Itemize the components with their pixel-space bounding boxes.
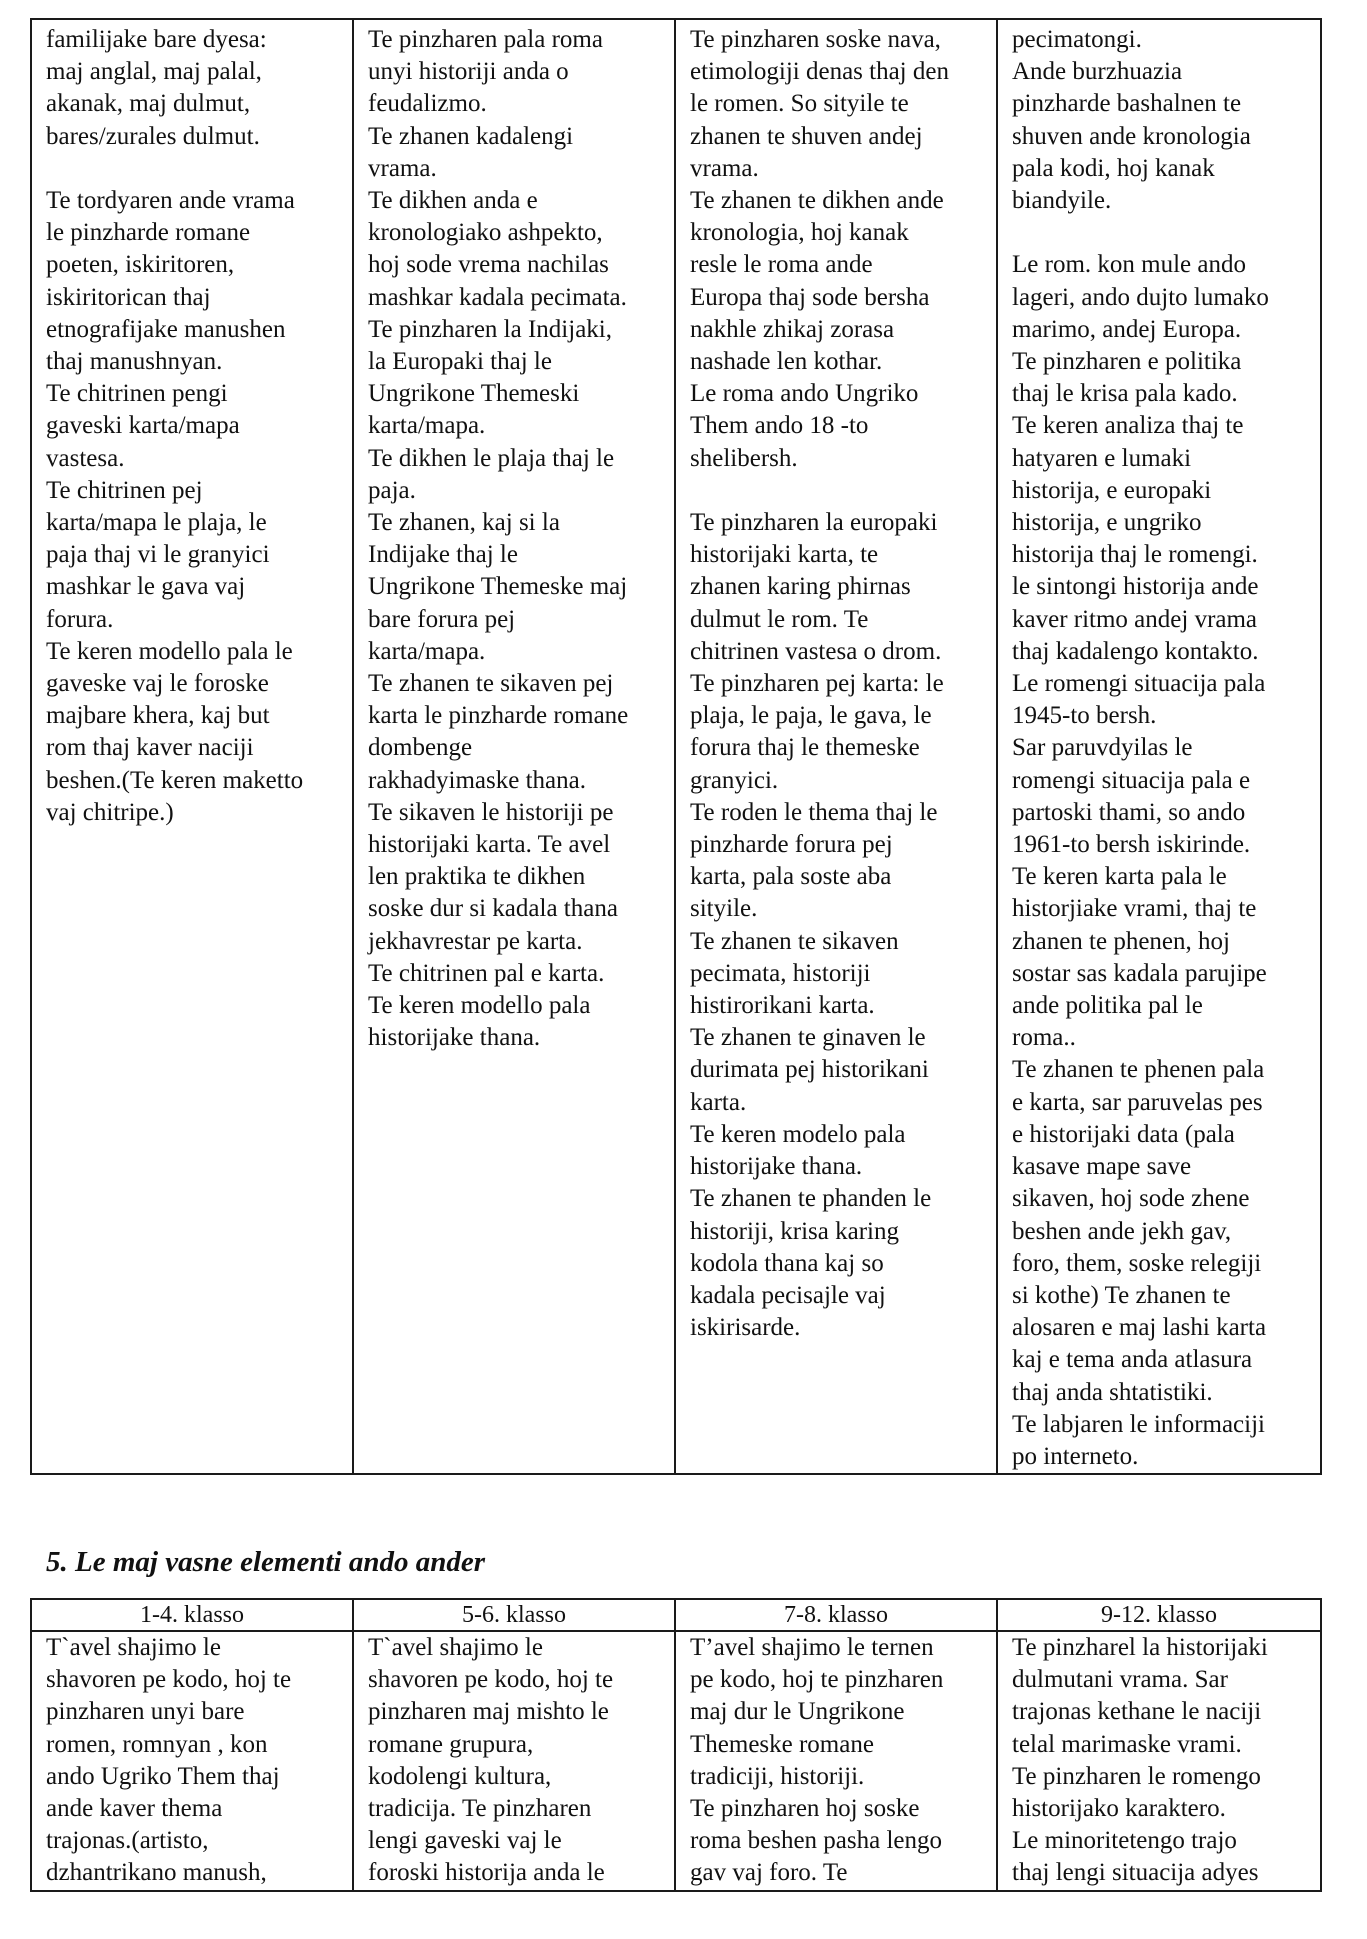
text-line: Them ando 18 -to [690, 412, 869, 440]
column-7-8-klasso [675, 19, 997, 1474]
text-line: pala kodi, hoj kanak [1012, 154, 1215, 182]
text-line: Te pinzharen pej karta: le [690, 670, 944, 698]
text-line: Indijake thaj le [368, 541, 518, 569]
table-header-row [31, 1599, 1321, 1631]
text-line: dzhantrikano manush, [46, 1859, 267, 1887]
text-line: marimo, andej Europa. [1012, 315, 1242, 343]
text-line: plaja, le paja, le gava, le [690, 702, 932, 730]
text-line: gaveske vaj le foroske [46, 670, 269, 698]
text-line: Te keren modello pala [368, 992, 591, 1020]
text-line: kronologiako ashpekto, [368, 219, 603, 247]
text-line: gaveski karta/mapa [46, 412, 240, 440]
text-line: karta. [690, 1088, 747, 1116]
text-line: Te roden le thema thaj le [690, 798, 938, 826]
text-line: sityile. [690, 895, 758, 923]
text-line: paja thaj vi le granyici [46, 541, 270, 569]
text-line: Te chitrinen pej [46, 476, 203, 504]
text-line: feudalizmo. [368, 90, 487, 118]
text-line: kaj e tema anda atlasura [1012, 1346, 1253, 1374]
text-line: historiji, krisa karing [690, 1217, 899, 1245]
text-line: tradicija. Te pinzharen [368, 1795, 592, 1823]
text-line: Te zhanen te dikhen ande [690, 187, 944, 215]
text-line: Le minoritetengo trajo [1012, 1827, 1237, 1855]
text-line: etnografijake manushen [46, 315, 286, 343]
text-line: Le rom. kon mule ando [1012, 251, 1246, 279]
column-header: 9-12. klasso [997, 1599, 1321, 1631]
text-line: trajonas.(artisto, [46, 1827, 209, 1855]
text-line: karta, pala soste aba [690, 863, 892, 891]
text-line: mashkar le gava vaj [46, 573, 246, 601]
text-line: bares/zurales dulmut. [46, 122, 260, 150]
column-header: 7-8. klasso [675, 1599, 997, 1631]
text-line: historijako karaktero. [1012, 1795, 1226, 1823]
text-line: T`avel shajimo le [368, 1634, 543, 1661]
text-line: Te pinzharen hoj soske [690, 1795, 920, 1823]
text-line: telal marimaske vrami. [1012, 1730, 1242, 1758]
text-line: pinzharen maj mishto le [368, 1698, 609, 1726]
text-line: Te dikhen anda e [368, 187, 538, 215]
text-line: bare forura pej [368, 605, 516, 633]
text-line: len praktika te dikhen [368, 863, 586, 891]
curriculum-table-continued [30, 18, 1322, 1475]
text-line: Te keren analiza thaj te [1012, 412, 1244, 440]
text-line: familijake bare dyesa: [46, 26, 267, 53]
text-line: dulmutani vrama. Sar [1012, 1666, 1228, 1694]
text-line: historija thaj le romengi. [1012, 541, 1258, 569]
column-1-4-klasso [31, 19, 353, 1474]
text-line: historijake thana. [690, 1153, 863, 1181]
text-line: Te pinzharen le romengo [1012, 1762, 1261, 1790]
text-line: Ungrikone Themeski [368, 380, 580, 408]
text-line: thaj manushnyan. [46, 348, 223, 376]
column-9-12-klasso [997, 19, 1321, 1474]
text-line: maj dur le Ungrikone [690, 1698, 905, 1726]
section-heading: 5. Le maj vasne elementi ando ander [46, 1546, 485, 1578]
text-line: Te pinzharen la europaki [690, 509, 938, 537]
text-line: chitrinen vastesa o drom. [690, 637, 942, 665]
text-line: kodolengi kultura, [368, 1762, 552, 1790]
text-line: jekhavrestar pe karta. [368, 927, 583, 955]
text-line: pinzharde bashalnen te [1012, 90, 1242, 118]
text-line: hoj sode vrema nachilas [368, 251, 609, 279]
text-line: shuven ande kronologia [1012, 122, 1251, 150]
text-line: poeten, iskiritoren, [46, 251, 235, 279]
column-header: 5-6. klasso [353, 1599, 675, 1631]
text-line: karta le pinzharde romane [368, 702, 629, 730]
text-line: biandyile. [1012, 187, 1112, 215]
text-line: Te chitrinen pal e karta. [368, 959, 605, 987]
text-line: gav vaj foro. Te [690, 1859, 848, 1887]
text-line: sikaven, hoj sode zhene [1012, 1185, 1250, 1213]
text-line: Te zhanen te phenen pala [1012, 1056, 1265, 1084]
column-1-4-klasso [31, 1631, 353, 1891]
text-line: roma.. [1012, 1024, 1076, 1052]
text-line: ando Ugriko Them thaj [46, 1762, 280, 1790]
text-line: 1961-to bersh iskirinde. [1012, 831, 1251, 859]
text-line: Te labjaren le informaciji [1012, 1410, 1265, 1438]
column-header: 1-4. klasso [31, 1599, 353, 1631]
text-line: kaver ritmo andej vrama [1012, 605, 1258, 633]
text-line: alosaren e maj lashi karta [1012, 1314, 1267, 1342]
text-line: iskirisarde. [690, 1314, 801, 1342]
text-line: Te keren modello pala le [46, 637, 293, 665]
text-line: histirorikani karta. [690, 992, 875, 1020]
text-line: rakhadyimaske thana. [368, 766, 586, 794]
text-line: Te zhanen te phanden le [690, 1185, 932, 1213]
text-line: le romen. So sityile te [690, 90, 909, 118]
text-line: forura. [46, 605, 114, 633]
text-line: Te pinzharen e politika [1012, 348, 1242, 376]
text-line: T`avel shajimo le [46, 1634, 221, 1661]
text-line: zhanen karing phirnas [690, 573, 911, 601]
column-5-6-klasso [353, 19, 675, 1474]
column-7-8-klasso [675, 1631, 997, 1891]
text-line: Te keren karta pala le [1012, 863, 1227, 891]
text-line: le pinzharde romane [46, 219, 251, 247]
text-line: mashkar kadala pecimata. [368, 283, 627, 311]
text-line: ande politika pal le [1012, 992, 1203, 1020]
text-line: karta/mapa. [368, 637, 486, 665]
text-line: Te tordyaren ande vrama [46, 187, 295, 214]
text-line: foro, them, soske relegiji [1012, 1249, 1262, 1277]
text-line: pecimatongi. [1012, 26, 1142, 53]
text-line: thaj le krisa pala kado. [1012, 380, 1238, 408]
text-line: zhanen te shuven andej [690, 122, 923, 150]
text-line: shavoren pe kodo, hoj te [46, 1666, 292, 1694]
text-line: historjiake vrami, thaj te [1012, 895, 1257, 923]
table-row [31, 19, 1321, 1474]
text-line: pe kodo, hoj te pinzharen [690, 1666, 944, 1694]
text-line: Themeske romane [690, 1730, 874, 1758]
text-line: rom thaj kaver naciji [46, 734, 254, 762]
text-line: Te chitrinen pengi [46, 380, 228, 408]
text-line: historija, e europaki [1012, 476, 1212, 504]
text-line: karta/mapa le plaja, le [46, 509, 267, 537]
text-line: historijake thana. [368, 1024, 541, 1052]
text-line: kadala pecisajle vaj [690, 1281, 886, 1309]
text-line: dulmut le rom. Te [690, 605, 869, 633]
text-line: romane grupura, [368, 1730, 534, 1758]
text-line: Te zhanen te sikaven pej [368, 670, 614, 698]
text-line: si kothe) Te zhanen te [1012, 1281, 1231, 1309]
text-line: pinzharen unyi bare [46, 1698, 245, 1726]
text-line: sostar sas kadala parujipe [1012, 959, 1267, 987]
text-line: nashade len kothar. [690, 348, 883, 376]
text-line: vastesa. [46, 444, 125, 472]
text-line: Te zhanen, kaj si la [368, 509, 560, 537]
text-line: maj anglal, maj palal, [46, 58, 262, 86]
text-line: historijaki karta. Te avel [368, 831, 611, 859]
text-line: thaj kadalengo kontakto. [1012, 637, 1259, 665]
text-line: e historijaki data (pala [1012, 1120, 1235, 1148]
text-line: thaj anda shtatistiki. [1012, 1378, 1213, 1406]
text-line: kasave mape save [1012, 1153, 1192, 1181]
text-line: lageri, ando dujto lumako [1012, 283, 1269, 311]
text-line: resle le roma ande [690, 251, 873, 279]
table-row [31, 1631, 1321, 1891]
text-line: historijaki karta, te [690, 541, 879, 569]
text-line: tradiciji, historiji. [690, 1762, 865, 1790]
text-line: hatyaren e lumaki [1012, 444, 1192, 472]
text-line: Ande burzhuazia [1012, 58, 1183, 86]
text-line: vrama. [690, 154, 759, 182]
text-line: granyici. [690, 766, 779, 794]
text-line: paja. [368, 476, 416, 504]
text-line: Te zhanen te sikaven [690, 927, 899, 955]
elements-table [30, 1598, 1322, 1892]
text-line: iskiritorican thaj [46, 283, 211, 311]
paragraph-gap [46, 153, 352, 185]
text-line: Le romengi situacija pala [1012, 670, 1266, 698]
text-line: Te pinzharel la historijaki [1012, 1634, 1268, 1661]
text-line: vaj chitripe.) [46, 798, 174, 826]
text-line: Te dikhen le plaja thaj le [368, 444, 615, 472]
text-line: Te zhanen kadalengi [368, 122, 574, 150]
text-line: Europa thaj sode bersha [690, 283, 930, 311]
text-line: Te pinzharen soske nava, [690, 26, 941, 53]
text-line: foroski historija anda le [368, 1859, 605, 1887]
text-line: thaj lengi situacija adyes [1012, 1859, 1259, 1887]
text-line: zhanen te phenen, hoj [1012, 927, 1230, 955]
text-line: majbare khera, kaj but [46, 702, 270, 730]
text-line: lengi gaveski vaj le [368, 1827, 562, 1855]
text-line: beshen ande jekh gav, [1012, 1217, 1232, 1245]
text-line: kodola thana kaj so [690, 1249, 884, 1277]
text-line: Te pinzharen pala roma [368, 26, 603, 53]
text-line: romen, romnyan , kon [46, 1730, 268, 1758]
text-line: akanak, maj dulmut, [46, 90, 251, 118]
text-line: Te zhanen te ginaven le [690, 1024, 926, 1052]
text-line: soske dur si kadala thana [368, 895, 618, 923]
text-line: dombenge [368, 734, 473, 762]
text-line: la Europaki thaj le [368, 348, 552, 376]
paragraph-gap [1012, 217, 1320, 249]
text-line: pinzharde forura pej [690, 831, 893, 859]
text-line: Te keren modelo pala [690, 1120, 906, 1148]
text-line: nakhle zhikaj zorasa [690, 315, 895, 343]
text-line: shelibersh. [690, 444, 798, 472]
text-line: romengi situacija pala e [1012, 766, 1251, 794]
text-line: shavoren pe kodo, hoj te [368, 1666, 614, 1694]
text-line: le sintongi historija ande [1012, 573, 1259, 601]
text-line: Sar paruvdyilas le [1012, 734, 1193, 762]
column-5-6-klasso [353, 1631, 675, 1891]
text-line: roma beshen pasha lengo [690, 1827, 943, 1855]
text-line: Te sikaven le historiji pe [368, 798, 614, 826]
text-line: 1945-to bersh. [1012, 702, 1157, 730]
text-line: forura thaj le themeske [690, 734, 920, 762]
text-line: partoski thami, so ando [1012, 798, 1246, 826]
text-line: durimata pej historikani [690, 1056, 929, 1084]
text-line: ande kaver thema [46, 1795, 223, 1823]
text-line: Ungrikone Themeske maj [368, 573, 628, 601]
text-line: karta/mapa. [368, 412, 486, 440]
text-line: unyi historiji anda o [368, 58, 569, 86]
text-line: po interneto. [1012, 1442, 1139, 1470]
text-line: Te pinzharen la Indijaki, [368, 315, 612, 343]
text-line: vrama. [368, 154, 437, 182]
paragraph-gap [690, 475, 996, 507]
text-line: Le roma ando Ungriko [690, 380, 919, 408]
text-line: beshen.(Te keren maketto [46, 766, 304, 794]
text-line: kronologia, hoj kanak [690, 219, 909, 247]
text-line: trajonas kethane le naciji [1012, 1698, 1262, 1726]
text-line: pecimata, historiji [690, 959, 871, 987]
text-line: historija, e ungriko [1012, 509, 1202, 537]
text-line: etimologiji denas thaj den [690, 58, 949, 86]
column-9-12-klasso [997, 1631, 1321, 1891]
text-line: e karta, sar paruvelas pes [1012, 1088, 1263, 1116]
text-line: T’avel shajimo le ternen [690, 1634, 934, 1661]
